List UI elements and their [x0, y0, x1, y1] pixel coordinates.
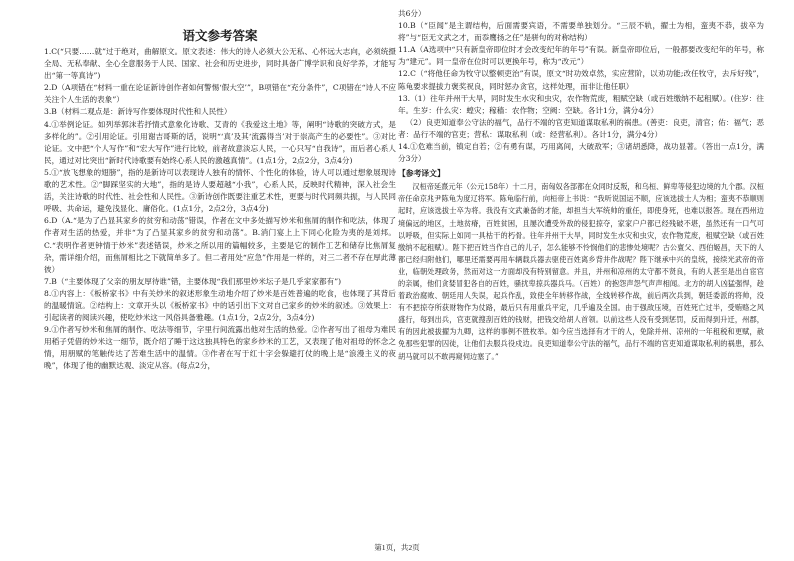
answer-item: （2）良吏知道奉公守法的福气，品行不端的官吏知道谋取私利的祸患。(善吏：良吏，清官；佑：福气；恶者：品行不端的官吏；营私：谋取私利（或：经营私利）。各计1分，满分4分）: [398, 117, 764, 139]
answer-item: 10.B（“臣闻”是主谓结构，后面需要宾语，不需要单独划分。“三辰不轨，擢士为相，蛮夷不恭，拔卒为将”与“臣无文武之才，而忝鹰扬之任”是骈句的对称结构）: [398, 21, 764, 43]
answer-item: 12.C（“将他任命为牧守以整顿吏治”有误，原文“时功效卓然，实应营阶，以劝功能;改任牧守，去斥好残”，陈龟要求提拔力褒奖祝良，同时惩办贪官，这样处理，而非让他任职）: [398, 69, 764, 91]
answer-item: 7.B（“主要体现了父亲的朋友厚待谁”错，主要体现“我们那里炒米坛子是几乎家家都有”): [44, 276, 342, 286]
reference-translation-heading: 【参考译文】: [398, 169, 445, 179]
answer-item: 6.D（A.“是为了凸显其家乡的贫穷和动荡”错误，作者在文中多处描写炒米和焦屑的制作和吃法，体现了作者对生活的热爱，并非“为了凸显其家乡的贫穷和动荡”。B.消门宴上上下同心化险为夷的是刘邦。C.“表明作者更钟情于炒米”表述错误，炒米之所以用的篇幅较多，主要是它的制作工艺和储存比焦屑复杂，需详细介绍，而焦屑相比之下就简单多了。但二者用处“应急”作用是一样的，对三二者不存在厚此薄彼）: [44, 216, 396, 274]
answer-item: 11.A（A选项中“只有新皇帝即位时才会改变纪年的年号”有误。新皇帝即位后，一般都要改变纪年的年号，称为“建元”。同一皇帝在位时可以更换年号，称为“改元”）: [398, 45, 764, 67]
right-column: [398, 8, 764, 363]
answer-item: 8.①内容上：《板桥家书》中有关炒米的叙述形象生动地介绍了炒米是百姓普遍的吃食，也体现了其背后的温暖情谊。②结构上：文章开头以《板桥家书》中的话引出下文对自己家乡的炒米的叙述。③效果上：引起读者的阅读兴趣，使吃炒米这一风俗具备雅趣。(1点1分，2点2分，3点4分): [44, 288, 396, 323]
answer-item: 2.D（A项错在“材料一重在论证新诗创作者如何警惕‘假大空’”，B项错在“充分条件”，C项错在“诗人不应关注个人生活的表象”）: [44, 83, 396, 105]
answer-item: 5.①“放飞想象的翅膀”，指的是新诗可以表现诗人独有的情怀、个性化的体验，诗人可以通过想象展现诗歌的艺术性。②“脚踩坚实的大地”，指的是诗人要超越“小我”，心系人民，反映时代精神，深入社会生活，关注诗歌的时代性、社会性和人民性。③新诗创作既要注重艺术性，更要与时代同频共振，与人民同呼吸、共命运，避免浅显化、庸俗化。(1点1分，2点2分，3点4分): [44, 167, 396, 214]
answer-item: 共6分）: [398, 9, 426, 18]
answer-item: 14.①危难当前，镇定自若；②有勇有谋，巧用离间，大破敌军；③诸胡悉降，战功显著。（答出一点1分，满分3分）: [398, 142, 764, 164]
answer-item: 9.①作者写炒米和焦屑的制作、吃法等细节，字里行间流露出他对生活的热爱。②作者写出了祖母为难民用稻子凭借的炒米这一细节，既介绍了睡于这这独具特色的家乡炒米的工艺，又表现了他对祖母的怀念之情，用朋赋的笔触传达了苦难生活中的温情。③作者在写于红十字会躲避打仗的晚上是“浪漫主义的夜晚”，体现了他的幽默达观、淡定从容。(每点2分，: [44, 325, 396, 371]
answer-item: 1.C(“只要……就”过于绝对，曲解原文。原文表述：伟大的诗人必须大公无私、心怀远大志向，必须统摄全局、无私奉献、全心全意服务于人民、国家、社会和历史进步，同时具备广博学识和良好学养，才能写出“第一等真诗”): [44, 47, 396, 81]
answer-item: 13.（1）往年并州干大旱，同时发生水灾和虫灾，农作物荒废，粗赋空缺（或百姓缴纳不起租赋）。(住岁：往年。生岁：什么灾：蝗灾；稼穑：农作物；空阙：空缺。各计1分，满分4分）: [398, 93, 764, 115]
reference-translation-text: 汉桓帝延熹元年（公元158年）十二月，南匈奴各部都在众同时反叛，和乌桓、鲜卑等侵犯边境的九个郡。汉桓帝任命京兆尹陈龟为度辽将军。陈龟临行前，向桓帝上书说：“我听说国运不顺，应该选拔士人为相；蛮夷不恭顺则起时，应该选拔士卒为将。我没有文武兼备的才能，却担当大军统帅的重任，即使身死，也难以报答。现在西州边境偏远的地区，土地贫瘠，百姓贫困，且屡次遭受外敌的侵犯掠夺，家家户户都已经残破不堪，虽然还有一口气可以呼吸，但实际上如同一具枯干的朽骨。往年并州干大旱，同时发生水灾和虫灾，农作物荒废，租赋空缺（或百姓缴纳不起租赋）。陛下把百姓当作自己的儿子，怎么能够不怜悯他们的悲惨处境呢？古公亶父、西伯姬昌，天下的人都已经归附他们，哪里还需要再用车辆载兵器去驱使百姓离乡背井作战呢？陛下继承中兴的皇统，接续光武帝的帝业，临朝处理政务，然而对这一方面却没有特别留意。并且，并州和凉州的太守都不贤良，有的人甚至是出自宦官的亲属，他们贪婪冒犯各自的百姓，骚扰卑掠兵器兵马。（百姓）的抱怨声怨气声声相闻。北方的胡人凶猛强悍，趁着政治腐败、朝廷用人失误，起兵作乱，致使全年转移作战，全线转移作战，前后两次兵到，朝廷委派的将帅，没有不把掠夺所获财物作为仗路，最后只有用重兵平定，几乎遍及全国。由于强敌压境，百姓死亡过半，受贿赂之风盛行，每到出兵，官吏就搜刮百姓的钱财，把钱交给胡人首领。以前这些人没有受到惩罚，反而得到升迁，州郡，有的因此被拔擢为九卿，这样的事例不胜枚举。如今应当选择有才干的人，免除并州、凉州的一年租税和更赋，赦免那些犯罪的囚徒，让他们去服兵役戍边。良吏知道奉公守法的福气，品行不端的官吏知道谋取私利的祸患，那么胡马就可以不敢再窥伺边塞了。”: [398, 182, 764, 361]
answer-item: 4.①举例论证。如列举郭沫若抒情式意象化诗歌、艾青的《我爱这土地》等，阐明“诗歌的突破方式，是多样化的”。②引用论证。引用谢吉哥斯的话，说明“‘真’及其‘流露得当’对于崇高产生的必要性”。③对比论证。文中把“个人写作”和“宏大写作”进行比较，前者故意淡忘人民，一心只写“自我诗”，而后者心系人民，通过对比突出“新时代诗歌要有始终心系人民的激越真情”。(1点1分，2点2分，3点4分): [44, 119, 396, 165]
page-title: 语文参考答案: [182, 28, 258, 43]
left-column: [44, 8, 396, 373]
answer-item: 3.B（材料二观点是：新诗写作要体现时代性和人民性）: [44, 107, 232, 117]
page-number: 第1页，共2页: [374, 543, 420, 552]
